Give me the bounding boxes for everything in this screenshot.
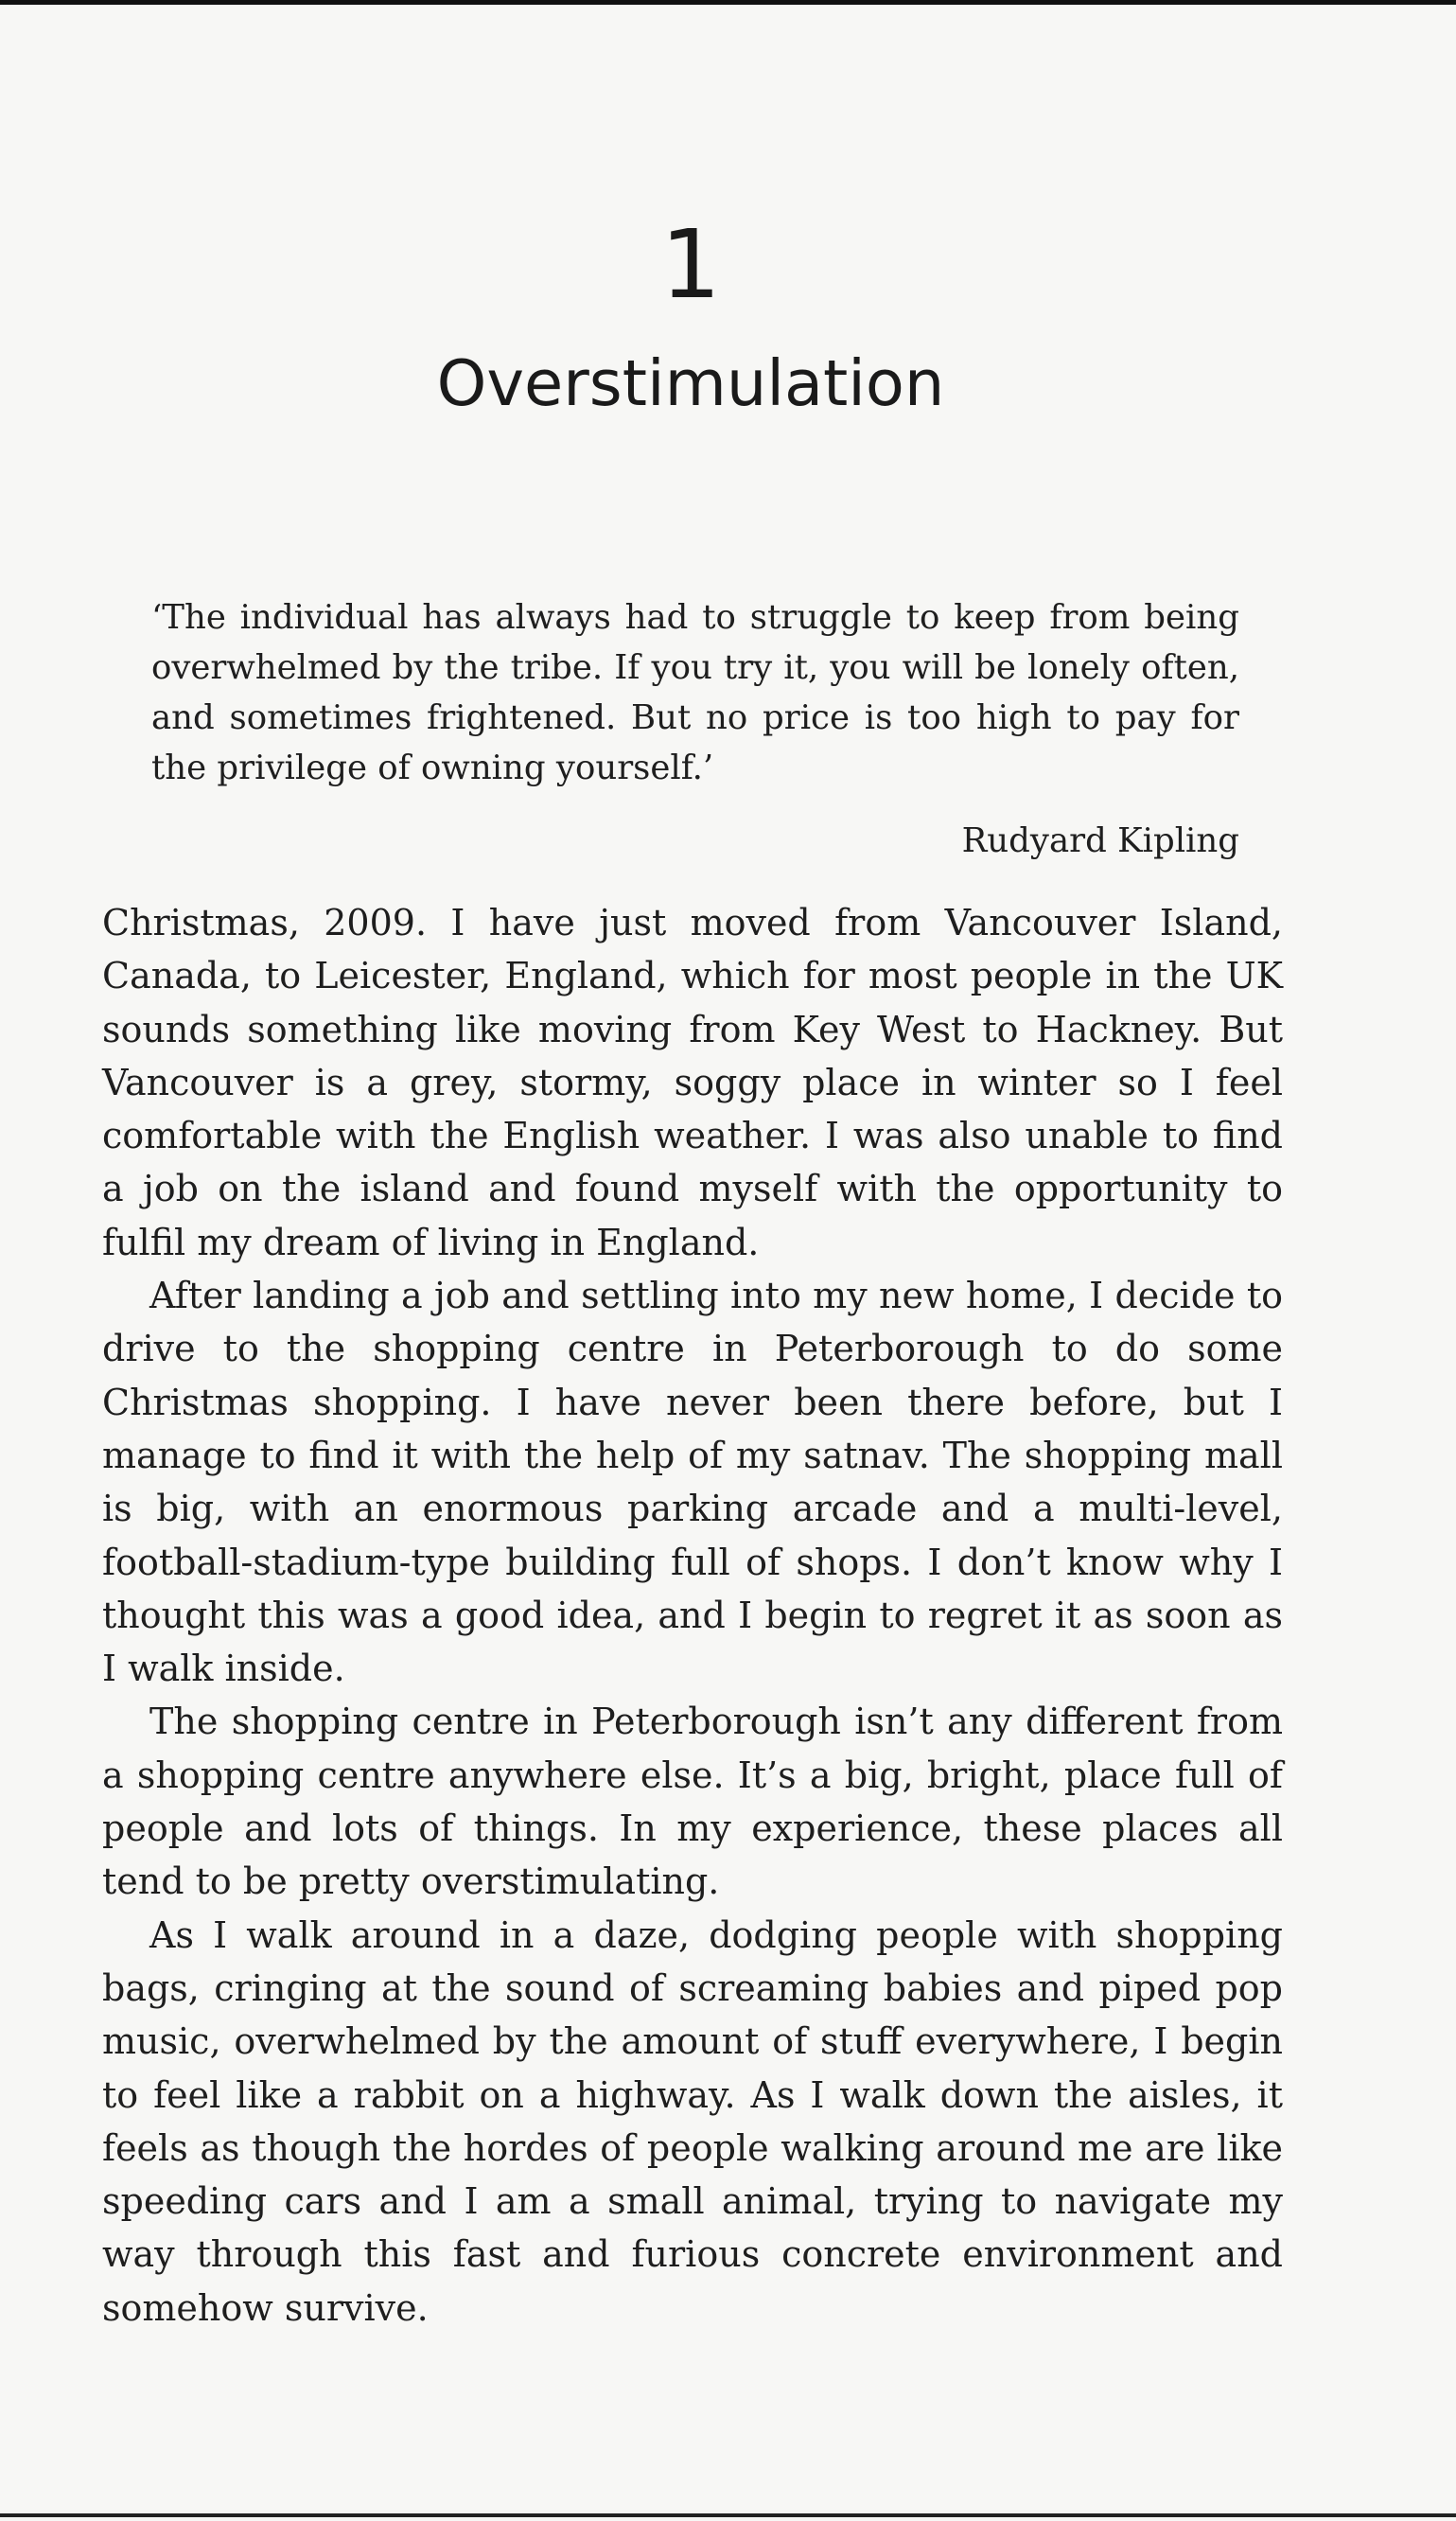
paragraph: The shopping centre in Peterborough isn’t any different from a shopping centre anywhere else. It’s a big, bright, place full of people and lots of things. In my experience, these places all tend to be pretty overstimulating. [102,1701,1283,1903]
bottom-edge-rule [0,2513,1456,2517]
paragraph: Christmas, 2009. I have just moved from Vancouver Island, Canada, to Leicester, England, which for most people in the UK sounds something like moving from Key West to Hackney. But Vancouver is a grey, stormy, soggy place in winter so I feel comfortable with the English weather. I was also unable to find a job on the island and found myself with the opportunity to fulfil my dream of living in England. [102,902,1283,1263]
chapter-number: 1 [660,209,721,320]
epigraph-author: Rudyard Kipling [961,821,1239,860]
chapter-body [102,896,1283,2335]
top-edge-rule [0,0,1456,5]
epigraph-quote: ‘The individual has always had to struggle to keep from being overwhelmed by the tribe. If you try it, you will be lonely often, and sometimes frightened. But no price is too high to pay for the privilege of owning yourself.’ [151,598,1239,787]
paragraph: As I walk around in a daze, dodging people with shopping bags, cringing at the sound of screaming babies and piped pop music, overwhelmed by the amount of stuff everywhere, I begin to feel like a rabbit on a highway. As I walk down the aisles, it feels as though the hordes of people walking around me are like speeding cars and I am a small animal, trying to navigate my way through this fast and furious concrete environment and somehow survive. [102,1913,1283,2329]
chapter-title: Overstimulation [436,346,945,420]
paragraph: After landing a job and settling into my new home, I decide to drive to the shopping centre in Peterborough to do some Christmas shopping. I have never been there before, but I manage to find it with the help of my satnav. The shopping mall is big, with an enormous parking arcade and a multi-level, football-stadium-type building full of shops. I don’t know why I thought this was a good idea, and I begin to regret it as soon as I walk inside. [102,1275,1283,1690]
